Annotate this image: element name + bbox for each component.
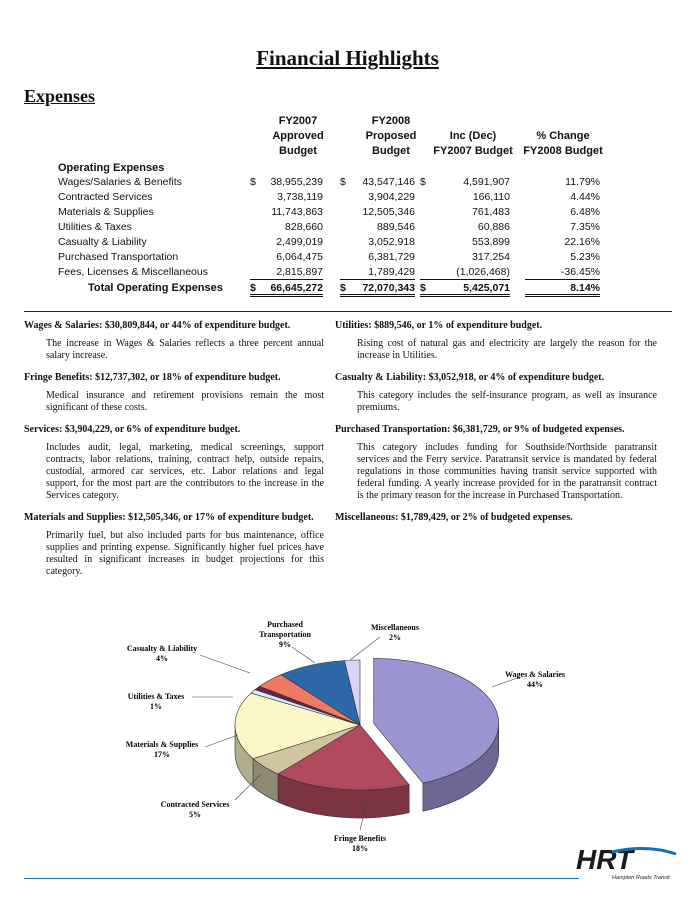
logo-mark: HRT (576, 844, 634, 875)
cell-fy2007: 11,743,863 (271, 206, 323, 218)
paragraph-heading: Services: $3,904,229, or 6% of expenditure budget. (24, 424, 241, 435)
slice-label: Utilities & Taxes 1% (127, 692, 185, 711)
currency-symbol: $ (250, 282, 256, 294)
paragraph-heading: Wages & Salaries: $30,809,844, or 44% of expenditure budget. (24, 320, 291, 331)
rule (420, 279, 510, 280)
cell-fy2007: 828,660 (285, 221, 323, 233)
cell-inc: 5,425,071 (463, 282, 510, 294)
header-line: FY2008 Budget (523, 145, 603, 157)
header-line: FY2007 (278, 115, 318, 127)
paragraph-heading: Purchased Transportation: $6,381,729, or 9% of budgeted expenses. (335, 424, 625, 435)
cell-fy2007: 6,064,475 (276, 251, 323, 263)
header-pct (508, 129, 618, 159)
row-label: Total Operating Expenses (88, 282, 223, 294)
table-row (58, 250, 618, 265)
rule (525, 294, 600, 297)
logo-subtext: Hampton Roads Transit (612, 875, 670, 881)
row-label: Contracted Services (58, 191, 153, 203)
paragraph-body: Medical insurance and retirement provisions remain the most significant of these costs. (46, 390, 324, 413)
cell-inc: 4,591,907 (463, 176, 510, 188)
paragraph-heading: Materials and Supplies: $12,505,346, or 17% of expenditure budget. (24, 512, 314, 523)
paragraph-body: This category includes funding for Southside/Northside paratransit services and the Ferry service. Paratransit service is mandated by federal regulations in those communities having transit service supported with federal funding. A yearly increase provided for in the paratransit contract is the primary reason for the increase in Purchased Transportation. (357, 442, 657, 501)
paragraph-body: This category includes the self-insurance program, as well as insurance premiums. (357, 390, 657, 413)
currency-symbol: $ (420, 176, 426, 188)
cell-fy2008: 3,052,918 (368, 236, 415, 248)
cell-fy2007: 2,499,019 (276, 236, 323, 248)
cell-inc: 166,110 (472, 191, 510, 203)
total-row (58, 281, 618, 296)
table-row (58, 235, 618, 250)
cell-inc: 60,886 (477, 221, 510, 233)
cell-fy2007: 66,645,272 (270, 282, 323, 294)
row-label: Wages/Salaries & Benefits (58, 176, 182, 188)
left-column (24, 320, 324, 588)
header-line: % Change (536, 130, 590, 142)
header-line: Budget (279, 145, 317, 157)
slice-label: Materials & Supplies 17% (125, 740, 199, 759)
rule (250, 279, 323, 280)
paragraph-body: Includes audit, legal, marketing, medical screenings, support contracts, labor relations, training, contract help, outside repairs, custodial, armored car services, etc. Labor relations and legal support, for the most part are the contributors to the increase in the Services category. (46, 442, 324, 501)
cell-fy2008: 1,789,429 (368, 266, 415, 278)
row-label: Fees, Licenses & Miscellaneous (58, 266, 208, 278)
cell-pct: 5.23% (570, 251, 600, 263)
slice-label: Fringe Benefits 18% (333, 834, 387, 853)
paragraph-heading: Miscellaneous: $1,789,429, or 2% of budgeted expenses. (335, 512, 573, 523)
currency-symbol: $ (250, 176, 256, 188)
slice-label: Casualty & Liability 4% (126, 644, 198, 663)
cell-pct: 22.16% (564, 236, 600, 248)
header-line: Budget (372, 145, 410, 157)
cell-fy2008: 889,546 (377, 221, 415, 233)
paragraph-heading: Fringe Benefits: $12,737,302, or 18% of expenditure budget. (24, 372, 281, 383)
row-label: Materials & Supplies (58, 206, 154, 218)
header-line: FY2007 Budget (433, 145, 513, 157)
cell-fy2007: 2,815,897 (276, 266, 323, 278)
leader-line (205, 735, 238, 747)
cell-inc: (1,026,468) (456, 266, 510, 278)
header-line: Proposed (365, 130, 417, 142)
cell-fy2008: 72,070,343 (362, 282, 415, 294)
page-title: Financial Highlights (256, 46, 439, 70)
header-line: Approved (272, 130, 324, 142)
cell-inc: 317,254 (472, 251, 510, 263)
row-label: Purchased Transportation (58, 251, 179, 263)
cell-inc: 761,483 (472, 206, 510, 218)
cell-inc: 553,899 (472, 236, 510, 248)
right-column (335, 320, 657, 530)
expense-table (58, 114, 618, 294)
group-label: Operating Expenses (58, 162, 165, 174)
rule (525, 279, 600, 280)
rule (250, 294, 323, 297)
section-title: Expenses (24, 86, 96, 106)
row-label: Casualty & Liability (58, 236, 147, 248)
rule (420, 294, 510, 297)
slice-label: Purchased Transportation 9% (259, 620, 311, 649)
expense-pie-chart (110, 615, 580, 855)
leader-line (350, 637, 380, 660)
header-line: FY2008 (371, 115, 411, 127)
hrt-logo (572, 842, 682, 882)
cell-pct: 4.44% (570, 191, 600, 203)
footer-rule (24, 878, 579, 879)
cell-fy2008: 6,381,729 (368, 251, 415, 263)
cell-fy2008: 3,904,229 (368, 191, 415, 203)
header-line: Inc (Dec) (449, 130, 497, 142)
paragraph-body: Primarily fuel, but also included parts for bus maintenance, office supplies and printing expense. Significantly higher fuel prices have resulted in significant increases in budget projections for this category. (46, 530, 324, 577)
cell-fy2008: 12,505,346 (362, 206, 415, 218)
table-row (58, 205, 618, 220)
cell-pct: 7.35% (570, 221, 600, 233)
paragraph-body: The increase in Wages & Salaries reflects a three percent annual salary increase. (46, 338, 324, 361)
leader-line (292, 647, 315, 663)
cell-pct: 6.48% (570, 206, 600, 218)
cell-pct: -36.45% (560, 266, 600, 278)
cell-pct: 8.14% (570, 282, 600, 294)
leader-line (200, 655, 250, 673)
slice-label: Contracted Services 5% (160, 800, 230, 819)
divider (24, 311, 672, 312)
cell-fy2008: 43,547,146 (362, 176, 415, 188)
paragraph-heading: Utilities: $889,546, or 1% of expenditure budget. (335, 320, 543, 331)
currency-symbol: $ (420, 282, 426, 294)
slice-label: Miscellaneous 2% (371, 623, 419, 642)
slice-label: Wages & Salaries 44% (505, 670, 565, 689)
paragraph-heading: Casualty & Liability: $3,052,918, or 4% of expenditure budget. (335, 372, 605, 383)
rule (340, 294, 415, 297)
currency-symbol: $ (340, 282, 346, 294)
cell-fy2007: 3,738,119 (277, 191, 323, 203)
table-row (58, 190, 618, 205)
table-row (58, 175, 618, 190)
currency-symbol: $ (340, 176, 346, 188)
row-label: Utilities & Taxes (58, 221, 132, 233)
cell-fy2007: 38,955,239 (270, 176, 323, 188)
paragraph-body: Rising cost of natural gas and electricity are largely the reason for the increase in Utilities. (357, 338, 657, 361)
cell-pct: 11.79% (565, 176, 600, 188)
table-row (58, 265, 618, 280)
table-row (58, 220, 618, 235)
rule (340, 279, 415, 280)
